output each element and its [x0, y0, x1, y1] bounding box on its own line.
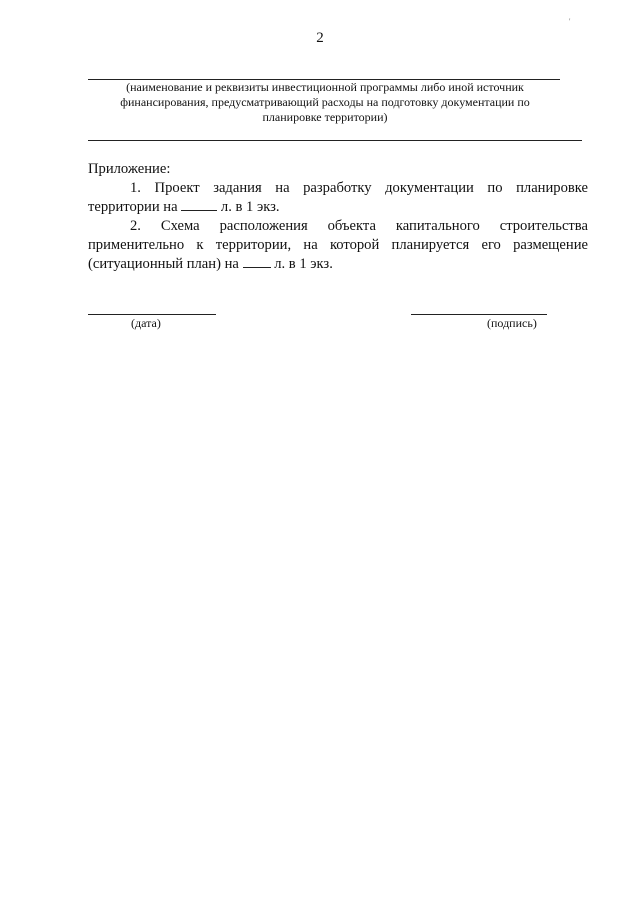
appendix-item-2-tail: л. в 1 экз. — [274, 256, 333, 272]
appendix-item-2-text: 2. Схема расположения объекта капитального строительства применительно к территории, на которой планируется его размещение (ситуационный план) на — [88, 218, 588, 272]
sheet-count-blank-1 — [181, 198, 217, 211]
date-label: (дата) — [131, 316, 161, 330]
date-line — [88, 314, 216, 315]
appendix-heading: Приложение: — [88, 161, 171, 177]
appendix-section — [88, 160, 588, 274]
sheet-count-blank-2 — [243, 255, 271, 268]
funding-caption — [90, 80, 560, 125]
signature-line — [411, 314, 547, 315]
funding-caption-line-2: финансирования, предусматривающий расходы на подготовку документации по — [120, 95, 530, 109]
appendix-item-1-tail: л. в 1 экз. — [220, 199, 280, 215]
funding-caption-line-1: (наименование и реквизиты инвестиционной программы либо иной источник — [126, 80, 524, 94]
separator-line — [88, 140, 582, 141]
appendix-item-1 — [88, 179, 588, 217]
funding-caption-line-3: планировке территории) — [262, 110, 388, 124]
signature-label: (подпись) — [487, 316, 537, 330]
appendix-item-2 — [88, 217, 588, 274]
corner-mark: ' — [569, 17, 571, 26]
page-number: 2 — [316, 30, 324, 46]
appendix-item-1-text: 1. Проект задания на разработку документации по планировке территории на — [88, 180, 588, 215]
